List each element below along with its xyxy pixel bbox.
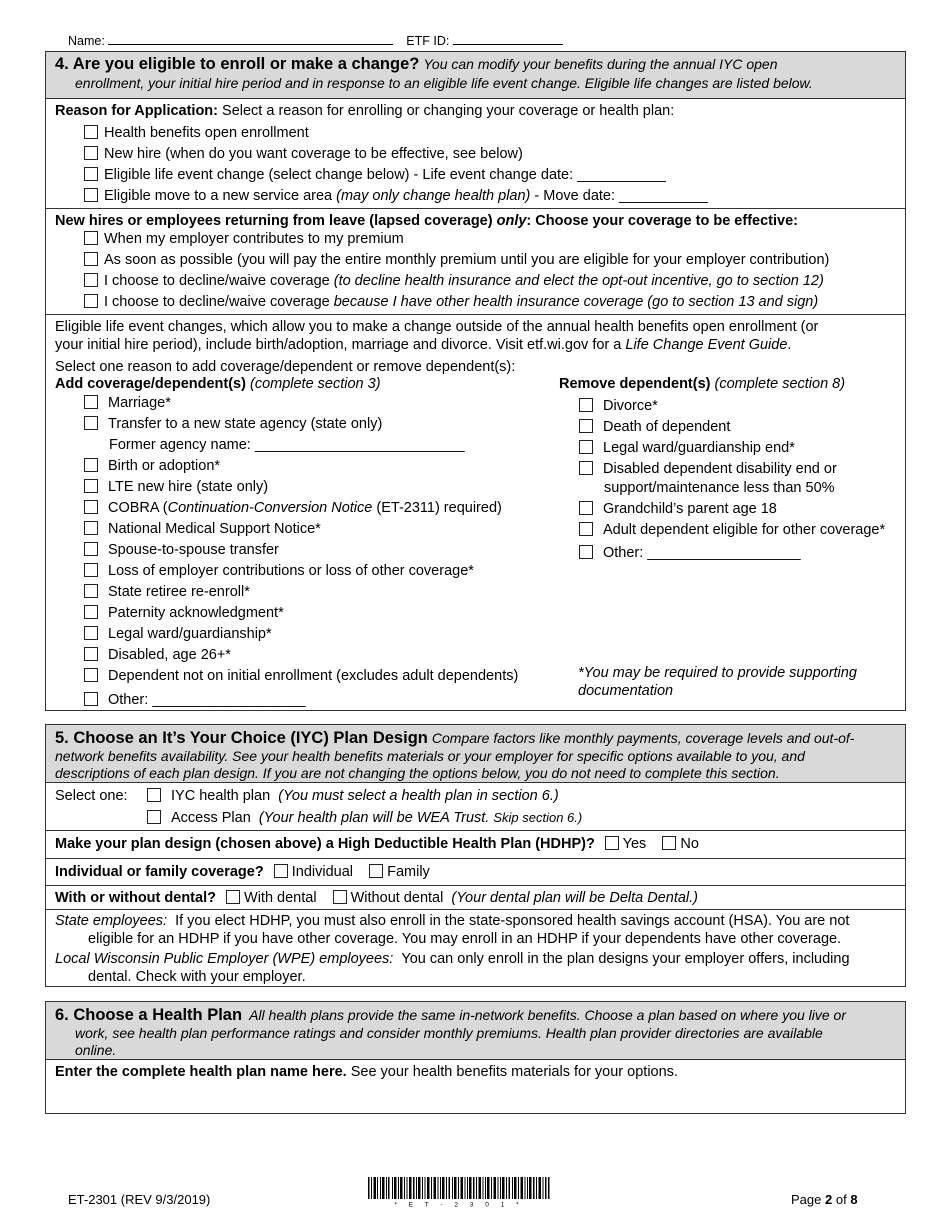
option-label: I choose to decline/waive coverage bbox=[104, 294, 330, 310]
name-field[interactable] bbox=[108, 33, 393, 45]
hdhp-notes-row bbox=[46, 909, 905, 987]
section-6-header bbox=[46, 1002, 905, 1059]
checkbox[interactable] bbox=[84, 231, 98, 245]
checkbox[interactable] bbox=[84, 273, 98, 287]
remove-option-other[interactable] bbox=[579, 544, 801, 562]
life-change-guide: Life Change Event Guide bbox=[625, 337, 788, 353]
add-option-transfer[interactable] bbox=[84, 415, 382, 433]
effective-option-decline-other[interactable] bbox=[84, 293, 818, 311]
checkbox[interactable] bbox=[84, 647, 98, 661]
remove-option-divorce[interactable] bbox=[579, 397, 658, 415]
option-label: Transfer to a new state agency (state only) bbox=[108, 416, 383, 432]
reason-row bbox=[46, 98, 905, 208]
section-6-intro-3: online. bbox=[75, 1042, 117, 1058]
option-label: As soon as possible (you will pay the entire monthly premium until you are eligible for your employer contribution) bbox=[104, 252, 830, 268]
section-6 bbox=[45, 1001, 906, 1114]
option-label: Disabled, age 26+* bbox=[108, 647, 231, 663]
remove-option-death[interactable] bbox=[579, 418, 730, 436]
health-plan-name-label: Enter the complete health plan name here. bbox=[55, 1064, 347, 1080]
remove-dependent-heading bbox=[559, 375, 845, 393]
effective-option-employer[interactable] bbox=[84, 230, 404, 248]
reason-text: Select a reason for enrolling or changing your coverage or health plan: bbox=[222, 103, 675, 119]
option-label: LTE new hire (state only) bbox=[108, 479, 269, 495]
add-heading-bold: Add coverage/dependent(s) bbox=[55, 376, 246, 392]
section-6-intro-2: work, see health plan performance ratings and consider monthly premiums. Health plan provider directories are available bbox=[75, 1025, 823, 1041]
form-id: ET-2301 (REV 9/3/2019) bbox=[68, 1192, 211, 1207]
dental-note: (Your dental plan will be Delta Dental.) bbox=[451, 890, 698, 906]
reason-option-open-enrollment[interactable] bbox=[84, 124, 309, 142]
checkbox[interactable] bbox=[147, 810, 161, 824]
checkbox[interactable] bbox=[84, 294, 98, 308]
checkbox[interactable] bbox=[84, 563, 98, 577]
option-label: Marriage* bbox=[108, 395, 171, 411]
add-option-cobra[interactable] bbox=[84, 499, 502, 517]
option-label: Dependent not on initial enrollment (excludes adult dependents) bbox=[108, 668, 519, 684]
local-note-2: dental. Check with your employer. bbox=[88, 969, 306, 985]
section-6-title: 6. Choose a Health Plan bbox=[55, 1006, 243, 1024]
individual-label: Individual bbox=[291, 864, 354, 880]
with-dental-checkbox[interactable] bbox=[226, 890, 240, 904]
cobra-required: (ET-2311) required) bbox=[372, 500, 502, 516]
barcode-image bbox=[368, 1177, 550, 1207]
local-employees-label: Local Wisconsin Public Employer (WPE) employees: bbox=[55, 951, 394, 967]
add-option-lte[interactable] bbox=[84, 478, 268, 496]
option-label: Eligible move to a new service area bbox=[104, 188, 333, 204]
section-5-title: 5. Choose an It’s Your Choice (IYC) Plan Design bbox=[55, 729, 428, 747]
option-label: Spouse-to-spouse transfer bbox=[108, 542, 279, 558]
effective-option-asap[interactable] bbox=[84, 251, 829, 269]
health-plan-name-row[interactable] bbox=[46, 1059, 905, 1114]
life-event-text-2a: your initial hire period), include birth/adoption, marriage and divorce. Visit etf.wi.gov for a bbox=[55, 337, 622, 353]
remove-option-adult-dependent[interactable] bbox=[579, 521, 885, 539]
option-label: COBRA ( bbox=[108, 500, 168, 516]
local-note-1: You can only enroll in the plan designs your employer offers, including bbox=[401, 951, 850, 967]
cobra-notice: Continuation-Conversion Notice bbox=[167, 500, 373, 516]
select-one-label: Select one: bbox=[55, 788, 128, 804]
checkbox[interactable] bbox=[84, 605, 98, 619]
option-label: Loss of employer contributions or loss of other coverage* bbox=[108, 563, 474, 579]
checkbox[interactable] bbox=[147, 788, 161, 802]
section-4 bbox=[45, 51, 906, 711]
option-label: Legal ward/guardianship* bbox=[108, 626, 272, 642]
skip-note: Skip section 6.) bbox=[493, 810, 583, 825]
option-note: (may only change health plan) bbox=[336, 188, 531, 204]
checkbox[interactable] bbox=[84, 416, 98, 430]
new-hire-heading: New hires or employees returning from leave (lapsed coverage) bbox=[55, 213, 493, 229]
option-label: Health benefits open enrollment bbox=[104, 125, 309, 141]
section-4-intro-2: enrollment, your initial hire period and in response to an eligible life event change. Eligible life changes are listed below. bbox=[75, 75, 813, 91]
checkbox[interactable] bbox=[84, 692, 98, 706]
checkbox[interactable] bbox=[579, 501, 593, 515]
option-label: IYC health plan bbox=[171, 788, 271, 804]
state-note-2: eligible for an HDHP if you have other coverage. You may enroll in an HDHP if your dependents have other coverage. bbox=[88, 931, 842, 947]
add-option-legal-ward[interactable] bbox=[84, 625, 272, 643]
hdhp-yes-checkbox[interactable] bbox=[605, 836, 619, 850]
reason-option-new-hire[interactable] bbox=[84, 145, 523, 163]
add-option-dependent-not-enrolled[interactable] bbox=[84, 667, 518, 685]
checkbox[interactable] bbox=[579, 522, 593, 536]
checkbox[interactable] bbox=[84, 521, 98, 535]
add-heading-note: (complete section 3) bbox=[249, 376, 381, 392]
section-4-intro-1: You can modify your benefits during the annual IYC open bbox=[423, 56, 778, 72]
reason-option-move[interactable] bbox=[84, 187, 708, 205]
state-note-1: If you elect HDHP, you must also enroll in the state-sponsored health savings account (HSA). You are not bbox=[175, 913, 850, 929]
reason-label: Reason for Application: bbox=[55, 103, 218, 119]
header-line bbox=[68, 33, 563, 48]
option-label: Other: ___________________ bbox=[603, 545, 801, 561]
life-event-row bbox=[46, 314, 905, 711]
option-label: New hire (when do you want coverage to be effective, see below) bbox=[104, 146, 523, 162]
former-agency-name[interactable]: Former agency name: __________________________ bbox=[109, 437, 465, 453]
without-dental-checkbox[interactable] bbox=[333, 890, 347, 904]
section-5-intro-3: descriptions of each plan design. If you are not changing the options below, you do not need to complete this section. bbox=[55, 765, 780, 781]
option-label: Disabled dependent disability end or bbox=[603, 461, 837, 477]
reason-option-life-event[interactable] bbox=[84, 166, 666, 184]
checkbox[interactable] bbox=[84, 188, 98, 202]
add-option-retiree[interactable] bbox=[84, 583, 250, 601]
checkbox[interactable] bbox=[84, 500, 98, 514]
page-current: 2 bbox=[825, 1192, 833, 1207]
option-note: because I have other health insurance coverage (go to section 13 and sign) bbox=[333, 294, 819, 310]
option-label: Adult dependent eligible for other coverage* bbox=[603, 522, 886, 538]
effective-option-decline-optout[interactable] bbox=[84, 272, 824, 290]
option-label: Birth or adoption* bbox=[108, 458, 221, 474]
hdhp-yes-label: Yes bbox=[622, 836, 647, 852]
option-label: Death of dependent bbox=[603, 419, 731, 435]
family-checkbox[interactable] bbox=[369, 864, 383, 878]
remove-heading-note: (complete section 8) bbox=[714, 376, 846, 392]
new-hire-heading-end: : Choose your coverage to be effective: bbox=[526, 213, 798, 229]
checkbox[interactable] bbox=[579, 461, 593, 475]
checkbox[interactable] bbox=[579, 545, 593, 559]
option-label: Divorce* bbox=[603, 398, 658, 414]
checkbox[interactable] bbox=[84, 458, 98, 472]
option-label: Legal ward/guardianship end* bbox=[603, 440, 795, 456]
coverage-question: Individual or family coverage? bbox=[55, 864, 264, 880]
etf-id-label: ETF ID: bbox=[406, 34, 450, 48]
checkbox[interactable] bbox=[84, 252, 98, 266]
page-total: 8 bbox=[850, 1192, 858, 1207]
add-option-nmsn[interactable] bbox=[84, 520, 321, 538]
option-label: Paternity acknowledgment* bbox=[108, 605, 284, 621]
option-label: National Medical Support Notice* bbox=[108, 521, 321, 537]
checkbox[interactable] bbox=[84, 626, 98, 640]
checkbox[interactable] bbox=[84, 668, 98, 682]
remove-heading-bold: Remove dependent(s) bbox=[559, 376, 711, 392]
option-label: Grandchild’s parent age 18 bbox=[603, 501, 777, 517]
section-5-intro-1: Compare factors like monthly payments, coverage levels and out-of- bbox=[431, 730, 855, 746]
option-label: Access Plan bbox=[171, 810, 251, 826]
coverage-row bbox=[46, 858, 905, 885]
dental-question: With or without dental? bbox=[55, 890, 216, 906]
individual-checkbox[interactable] bbox=[274, 864, 288, 878]
hdhp-row bbox=[46, 830, 905, 858]
add-option-disabled[interactable] bbox=[84, 646, 231, 664]
with-dental-label: With dental bbox=[244, 890, 317, 906]
page-label: Page bbox=[791, 1192, 822, 1207]
option-label: Other: ___________________ bbox=[108, 692, 306, 708]
life-event-text-2 bbox=[55, 336, 791, 354]
name-label: Name: bbox=[68, 34, 105, 48]
remove-option-legal-ward-end[interactable] bbox=[579, 439, 795, 457]
section-5 bbox=[45, 724, 906, 987]
checkbox[interactable] bbox=[579, 440, 593, 454]
life-event-text-1: Eligible life event changes, which allow you to make a change outside of the annual health benefits open enrollment (or bbox=[55, 319, 819, 335]
plan-option-iyc[interactable] bbox=[147, 787, 559, 805]
family-label: Family bbox=[387, 864, 430, 880]
checkbox[interactable] bbox=[84, 542, 98, 556]
section-4-title: 4. Are you eligible to enroll or make a change? bbox=[55, 55, 420, 73]
without-dental-label: Without dental bbox=[350, 890, 444, 906]
add-option-other[interactable] bbox=[84, 691, 306, 709]
option-label: Eligible life event change (select change below) - Life event change date: ___________ bbox=[104, 167, 666, 183]
option-label: When my employer contributes to my premium bbox=[104, 231, 404, 247]
checkbox[interactable] bbox=[84, 167, 98, 181]
add-option-birth[interactable] bbox=[84, 457, 220, 475]
checkbox[interactable] bbox=[84, 146, 98, 160]
remove-option-disability-end[interactable] bbox=[579, 460, 837, 478]
option-note: (You must select a health plan in section 6.) bbox=[278, 788, 559, 804]
checkbox[interactable] bbox=[84, 584, 98, 598]
add-option-paternity[interactable] bbox=[84, 604, 284, 622]
plan-option-access[interactable] bbox=[147, 809, 582, 827]
checkbox[interactable] bbox=[579, 419, 593, 433]
health-plan-name-hint: See your health benefits materials for your options. bbox=[350, 1064, 678, 1080]
dental-row bbox=[46, 885, 905, 909]
option-label: State retiree re-enroll* bbox=[108, 584, 250, 600]
disability-end-line-2: support/maintenance less than 50% bbox=[604, 480, 835, 496]
section-5-header bbox=[46, 725, 905, 782]
option-note: (Your health plan will be WEA Trust. bbox=[258, 810, 490, 826]
etf-id-field[interactable] bbox=[453, 33, 563, 45]
add-option-loss-of-coverage[interactable] bbox=[84, 562, 474, 580]
checkbox[interactable] bbox=[84, 125, 98, 139]
supporting-doc-note-1: *You may be required to provide supporting bbox=[578, 665, 857, 681]
select-one-reason: Select one reason to add coverage/dependent or remove dependent(s): bbox=[55, 359, 516, 375]
add-option-marriage[interactable] bbox=[84, 394, 171, 412]
checkbox[interactable] bbox=[84, 395, 98, 409]
section-6-intro-1: All health plans provide the same in-network benefits. Choose a plan based on where you live or bbox=[249, 1007, 847, 1023]
new-hire-only: only bbox=[496, 213, 527, 229]
period: . bbox=[787, 337, 792, 353]
option-note: (to decline health insurance and elect the opt-out incentive, go to section 12) bbox=[333, 273, 824, 289]
option-label: I choose to decline/waive coverage bbox=[104, 273, 330, 289]
move-date: - Move date: ___________ bbox=[534, 188, 708, 204]
supporting-doc-note-2: documentation bbox=[578, 683, 674, 699]
section-4-header bbox=[46, 52, 905, 98]
hdhp-no-label: No bbox=[680, 836, 699, 852]
section-5-intro-2: network benefits availability. See your health benefits materials or your employer for specific options available to you, and bbox=[55, 748, 805, 764]
checkbox[interactable] bbox=[84, 479, 98, 493]
remove-option-grandchild[interactable] bbox=[579, 500, 777, 518]
add-coverage-heading bbox=[55, 375, 381, 393]
page-number bbox=[791, 1191, 858, 1209]
barcode-text: * E T - 2 3 0 1 * bbox=[394, 1201, 524, 1207]
hdhp-no-checkbox[interactable] bbox=[662, 836, 676, 850]
hdhp-question: Make your plan design (chosen above) a High Deductible Health Plan (HDHP)? bbox=[55, 836, 595, 852]
checkbox[interactable] bbox=[579, 398, 593, 412]
new-hire-row bbox=[46, 208, 905, 314]
page-of: of bbox=[835, 1192, 847, 1207]
plan-select-row bbox=[46, 782, 905, 830]
add-option-spouse-transfer[interactable] bbox=[84, 541, 279, 559]
state-employees-label: State employees: bbox=[55, 913, 168, 929]
